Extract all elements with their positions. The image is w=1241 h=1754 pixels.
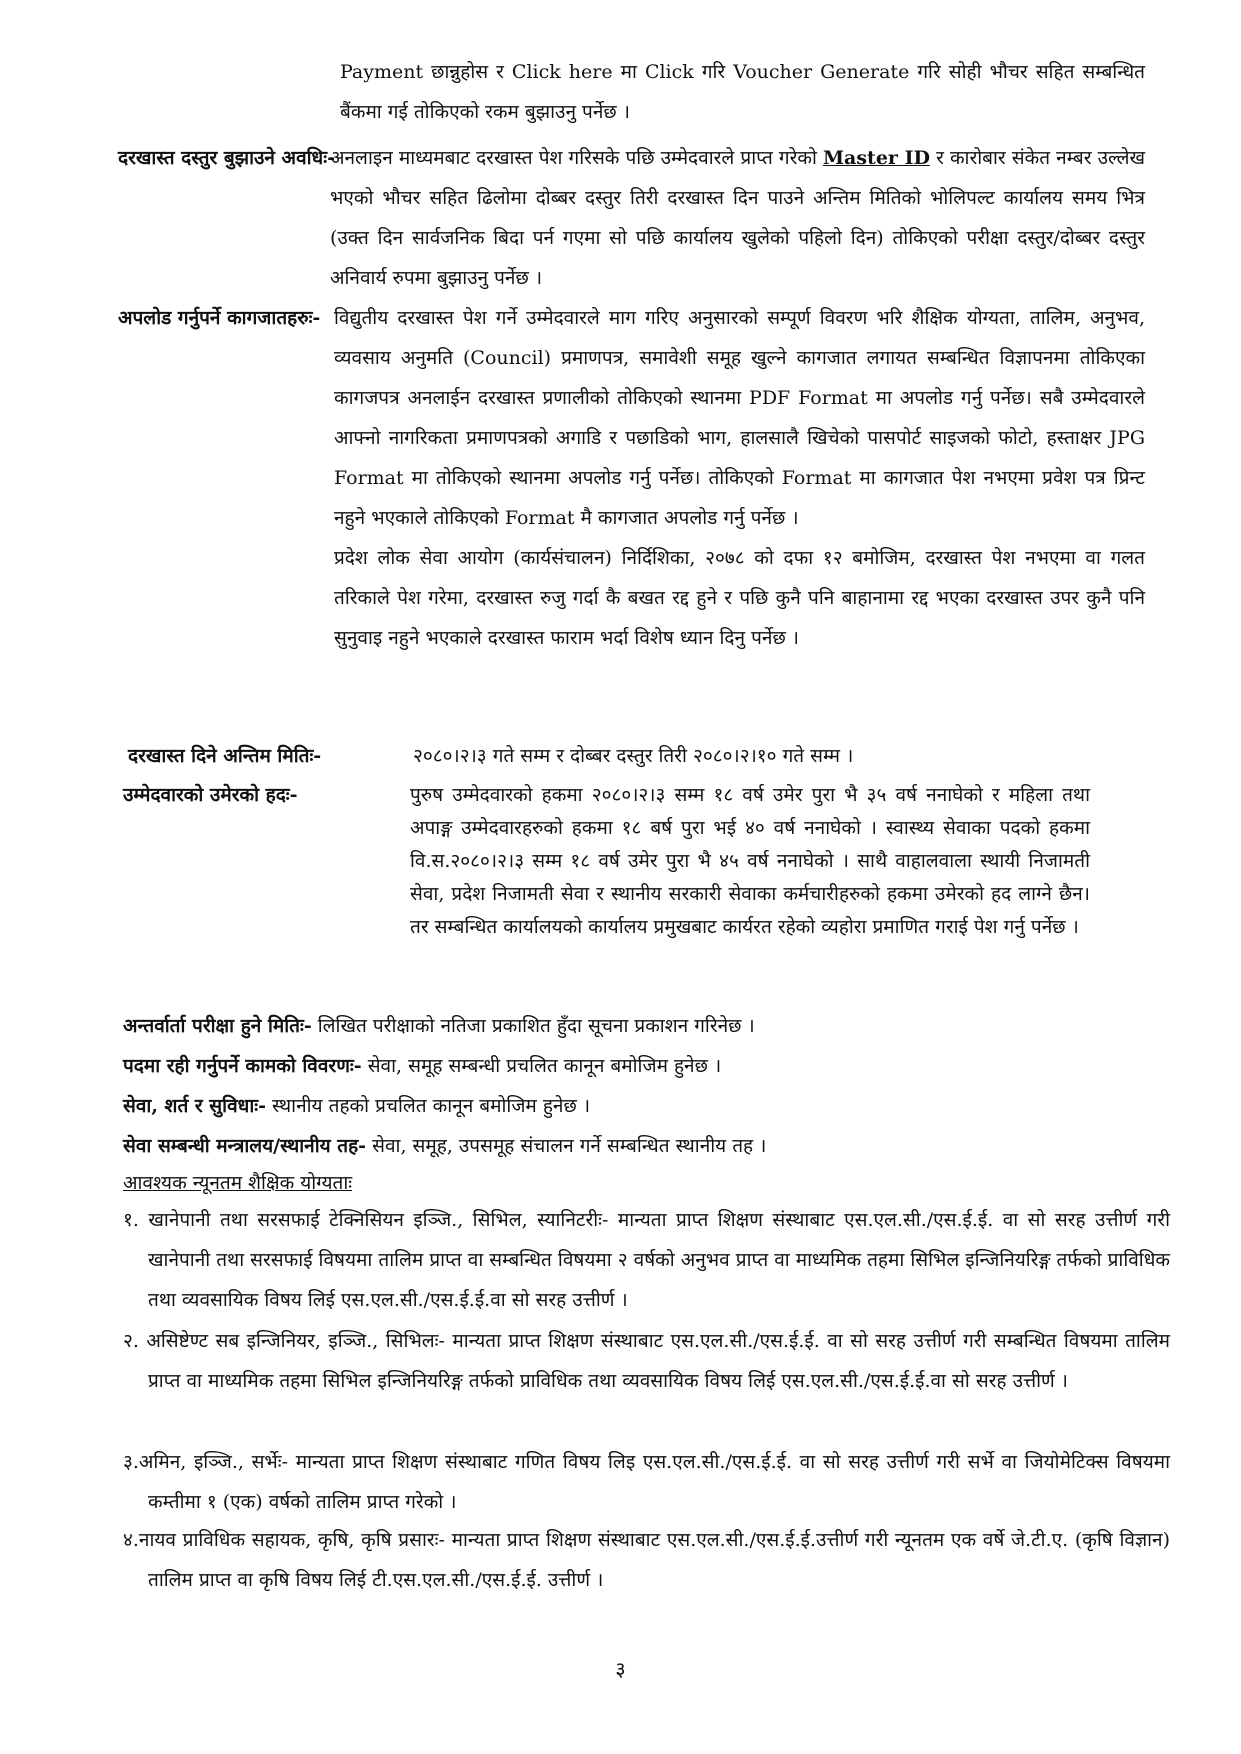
page-number: ३ — [615, 1657, 626, 1681]
qualification-item: ३.अमिन, इञ्जि., सर्भेः- मान्यता प्राप्त शिक्षण संस्थाबाट गणित विषय लिइ एस.एल.सी./एस.ई.ई. वा सो सरह उत्तीर्ण गरी सर्भे वा जियोमेटिक्स विषयमा कम्तीमा १ (एक) वर्षको तालिम प्राप्त गरेको । — [123, 1451, 1170, 1513]
fee-period-text-b: र कारोबार संकेत नम्बर उल्लेख भएको भौचर सहित ढिलोमा दोब्बर दस्तुर तिरी दरखास्त दिन पाउने अन्तिम मितिको भोलिपल्ट कार्यालय समय भित्र (उक्त दिन सार्वजनिक बिदा पर्न गएमा सो पछि कार्यालय खुलेको पहिलो दिन) तोकिएको परीक्षा दस्तुर/दोब्बर दस्तुर अनिवार्य रुपमा बुझाउनु पर्नेछ । — [330, 147, 1146, 289]
fee-period-text — [330, 138, 1145, 298]
fee-period-label: दरखास्त दस्तुर बुझाउने अवधिः- — [118, 147, 335, 169]
ministry-label: सेवा सम्बन्धी मन्त्रालय/स्थानीय तह- — [123, 1135, 367, 1157]
interview-text: लिखित परीक्षाको नतिजा प्रकाशित हुँदा सूचना प्रकाशन गरिनेछ । — [317, 1015, 755, 1037]
last-date-label: दरखास्त दिने अन्तिम मितिः- — [128, 745, 322, 767]
upload-label: अपलोड गर्नुपर्ने कागजातहरुः- — [118, 307, 321, 329]
service-terms-text: स्थानीय तहको प्रचलित कानून बमोजिम हुनेछ । — [272, 1095, 591, 1117]
qualification-item: २. असिष्टेण्ट सब इन्जिनियर, इञ्जि., सिभिलः- मान्यता प्राप्त शिक्षण संस्थाबाट एस.एल.सी./एस.ई.ई. वा सो सरह उत्तीर्ण गरी सम्बन्धित विषयमा तालिम प्राप्त वा माध्यमिक तहमा सिभिल इन्जिनियरिङ्ग तर्फको प्राविधिक तथा व्यवसायिक विषय लिई एस.एल.सी./एस.ई.ई.वा सो सरह उत्तीर्ण । — [123, 1330, 1170, 1392]
upload-text — [334, 298, 1145, 658]
master-id-link: Master ID — [823, 147, 930, 169]
job-desc-line — [123, 1046, 721, 1086]
age-limit-label: उम्मेदवारको उमेरको हदः- — [123, 784, 298, 806]
job-desc-text: सेवा, समूह सम्बन्धी प्रचलित कानून बमोजिम हुनेछ । — [367, 1055, 722, 1077]
upload-para-2: प्रदेश लोक सेवा आयोग (कार्यसंचालन) निर्दिशिका, २०७८ को दफा १२ बमोजिम, दरखास्त पेश नभएमा वा गलत तरिकाले पेश गरेमा, दरखास्त रुजु गर्दा कै बखत रद्द हुने र पछि कुनै पनि बाहानामा रद्द भएका दरखास्त उपर कुनै पनि सुनुवाइ नहुने भएकाले दरखास्त फाराम भर्दा विशेष ध्यान दिनु पर्नेछ । — [334, 547, 1145, 649]
payment-continuation: Payment छान्नुहोस र Click here मा Click गरि Voucher Generate गरि सोही भौचर सहित सम्बन्धित बैंकमा गई तोकिएको रकम बुझाउनु पर्नेछ । — [340, 61, 1145, 123]
service-terms-label: सेवा, शर्त र सुविधाः- — [123, 1095, 266, 1117]
age-limit-text: पुरुष उम्मेदवारको हकमा २०८०।२।३ सम्म १८ वर्ष उमेर पुरा भै ३५ वर्ष ननाघेको र महिला तथा अपाङ्ग उम्मेदवारहरुको हकमा १८ बर्ष पुरा भई ४० वर्ष ननाघेको । स्वास्थ्य सेवाका पदको हकमा वि.स.२०८०।२।३ सम्म १८ वर्ष उमेर पुरा भै ४५ वर्ष ननाघेको । साथै वाहालवाला स्थायी निजामती सेवा, प्रदेश निजामती सेवा र स्थानीय सरकारी सेवाका कर्मचारीहरुको हकमा उमेरको हद लाग्ने छैन। तर सम्बन्धित कार्यालयको कार्यालय प्रमुखबाट कार्यरत रहेको व्यहोरा प्रमाणित गराई पेश गर्नु पर्नेछ । — [410, 784, 1090, 938]
job-desc-label: पदमा रही गर्नुपर्ने कामको विवरणः- — [123, 1055, 362, 1077]
min-qual-heading: आवश्यक न्यूनतम शैक्षिक योग्यताः — [123, 1172, 353, 1194]
last-date-text: २०८०।२।३ गते सम्म र दोब्बर दस्तुर तिरी २०८०।२।१० गते सम्म । — [413, 745, 854, 767]
ministry-text: सेवा, समूह, उपसमूह संचालन गर्ने सम्बन्धित स्थानीय तह । — [372, 1135, 767, 1157]
ministry-line — [123, 1126, 766, 1166]
upload-para-1: विद्युतीय दरखास्त पेश गर्ने उम्मेदवारले माग गरिए अनुसारको सम्पूर्ण विवरण भरि शैक्षिक योग्यता, तालिम, अनुभव, व्यवसाय अनुमति (Council) प्रमाणपत्र, समावेशी समूह खुल्ने कागजात लगायत सम्बन्धित विज्ञापनमा तोकिएका कागजपत्र अनलाईन दरखास्त प्रणालीको तोकिएको स्थानमा PDF Format मा अपलोड गर्नु पर्नेछ। सबै उम्मेदवारले आफ्नो नागरिकता प्रमाणपत्रको अगाडि र पछाडिको भाग, हालसालै खिचेको पासपोर्ट साइजको फोटो, हस्ताक्षर JPG Format मा तोकिएको स्थानमा अपलोड गर्नु पर्नेछ। तोकिएको Format मा कागजात पेश नभएमा प्रवेश पत्र प्रिन्ट नहुने भएकाले तोकिएको Format मै कागजात अपलोड गर्नु पर्नेछ । — [334, 307, 1145, 529]
service-terms-line — [123, 1086, 590, 1126]
interview-label: अन्तर्वार्ता परीक्षा हुने मितिः- — [123, 1015, 312, 1037]
fee-period-text-a: अनलाइन माध्यमबाट दरखास्त पेश गरिसके पछि उम्मेदवारले प्राप्त गरेको — [330, 147, 817, 169]
qualification-item: ४.नायव प्राविधिक सहायक, कृषि, कृषि प्रसारः- मान्यता प्राप्त शिक्षण संस्थाबाट एस.एल.सी./एस.ई.ई.उत्तीर्ण गरी न्यूनतम एक वर्षे जे.टी.ए. (कृषि विज्ञान) तालिम प्राप्त वा कृषि विषय लिई टी.एस.एल.सी./एस.ई.ई. उत्तीर्ण । — [123, 1529, 1170, 1591]
qualification-item: १. खानेपानी तथा सरसफाई टेक्निसियन इञ्जि., सिभिल, स्यानिटरीः- मान्यता प्राप्त शिक्षण संस्थाबाट एस.एल.सी./एस.ई.ई. वा सो सरह उत्तीर्ण गरी खानेपानी तथा सरसफाई विषयमा तालिम प्राप्त वा सम्बन्धित विषयमा २ वर्षको अनुभव प्राप्त वा माध्यमिक तहमा सिभिल इन्जिनियरिङ्ग तर्फको प्राविधिक तथा व्यवसायिक विषय लिई एस.एल.सी./एस.ई.ई.वा सो सरह उत्तीर्ण । — [123, 1209, 1171, 1311]
interview-line — [123, 1006, 755, 1046]
